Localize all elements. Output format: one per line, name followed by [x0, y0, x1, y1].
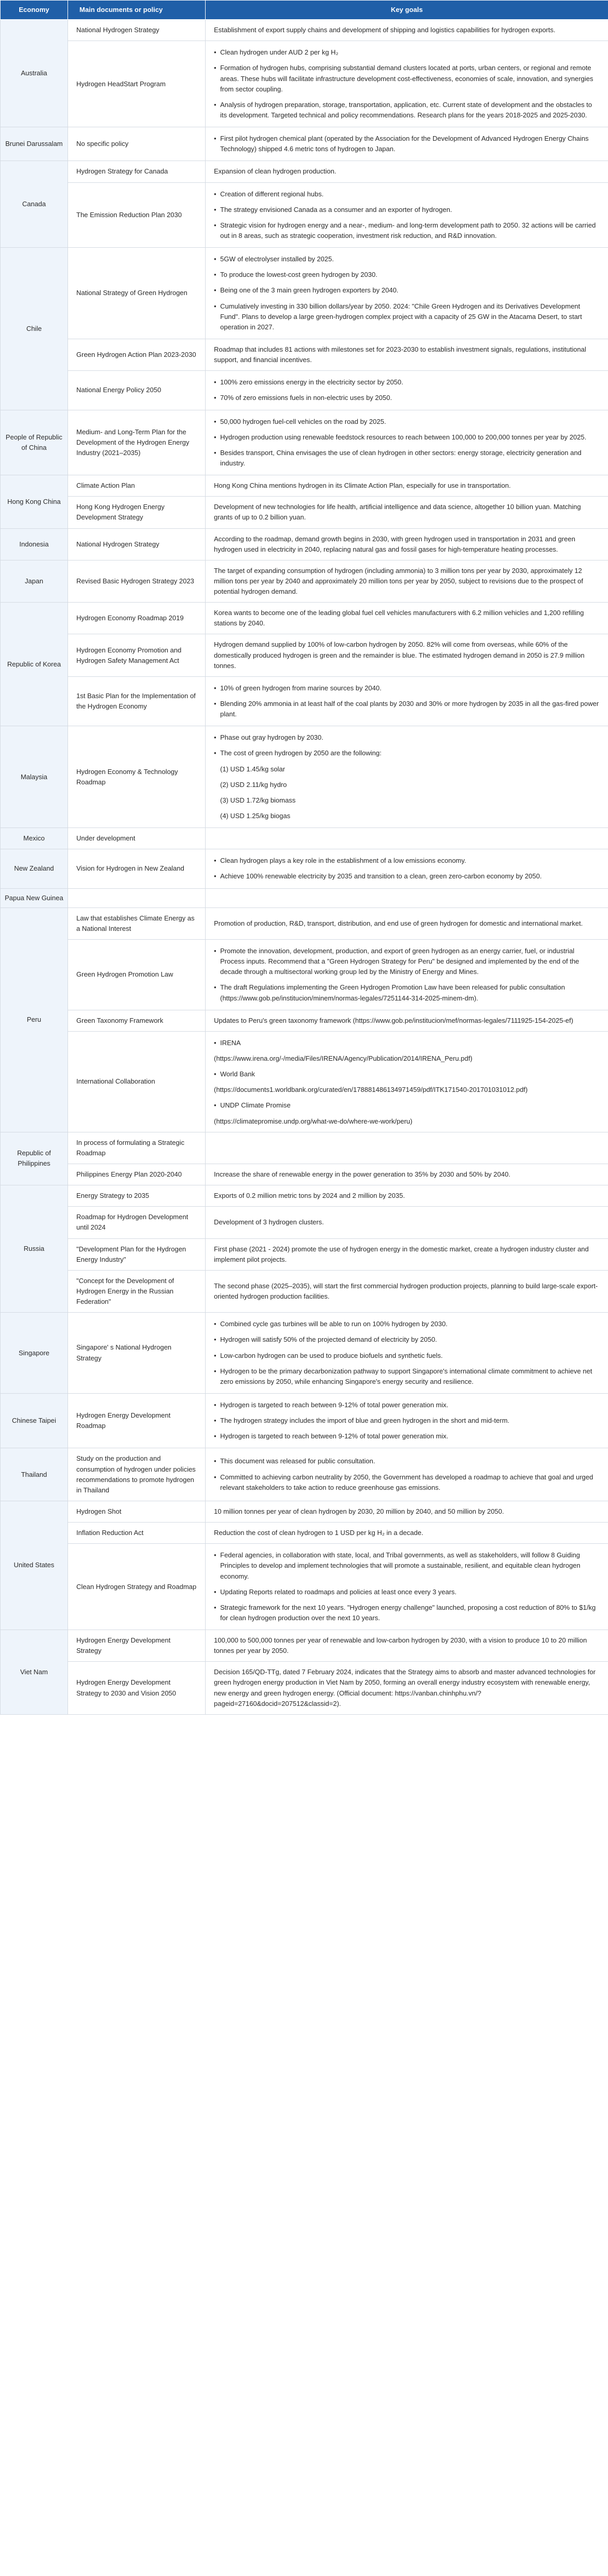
policy-document-cell: Singapore' s National Hydrogen Strategy	[68, 1313, 206, 1394]
key-goals-cell	[206, 1031, 608, 1132]
goal-text: Reduction the cost of clean hydrogen to 1 USD per kg H₂ in a decade.	[214, 1529, 424, 1537]
policy-document-cell: Philippines Energy Plan 2020-2040	[68, 1164, 206, 1185]
table-row	[1, 41, 608, 127]
goal-bullet: • Blending 20% ammonia in at least half of the coal plants by 2030 and 30% or more hydrogen by 2035 in all the gas-fired power plant.	[214, 699, 600, 719]
goal-bullet: • The draft Regulations implementing the Green Hydrogen Promotion Law have been released for public consultation (https://www.gob.pe/institucion/minem/normas-legales/7251144-314-2025-minem-dm).	[214, 982, 600, 1003]
goal-bullet: • Cumulatively investing in 330 billion dollars/year by 2050. 2024: "Chile Green Hydrogen and its Derivatives Development Fund". Plans to develop a large green-hydrogen complex project with a capacity of 25 GW in the Atacama Desert, to start operation in 2027.	[214, 301, 600, 332]
goal-bullet: • Hydrogen is targeted to reach between 9-12% of total power generation mix.	[214, 1400, 600, 1410]
goal-bullet: • Creation of different regional hubs.	[214, 189, 600, 199]
table-row	[1, 475, 608, 497]
goal-bullet: • Low-carbon hydrogen can be used to produce biofuels and synthetic fuels.	[214, 1351, 600, 1361]
goal-bullet: • World Bank	[214, 1069, 600, 1079]
economy-cell: Canada	[1, 161, 68, 248]
economy-cell: United States	[1, 1501, 68, 1630]
key-goals-cell	[206, 497, 608, 528]
goal-sub-item: (3) USD 1.72/kg biomass	[220, 796, 296, 804]
table-row	[1, 849, 608, 888]
key-goals-cell	[206, 676, 608, 726]
goal-bullet: • Clean hydrogen plays a key role in the establishment of a low emissions economy.	[214, 856, 600, 866]
goal-text: First phase (2021 - 2024) promote the use of hydrogen energy in the domestic market, create a hydrogen industry cluster and implement pilot projects.	[214, 1245, 589, 1263]
goal-bullet: • Combined cycle gas turbines will be able to run on 100% hydrogen by 2030.	[214, 1319, 600, 1329]
economy-cell: People of Republic of China	[1, 410, 68, 475]
table-row	[1, 20, 608, 41]
key-goals-cell	[206, 1207, 608, 1238]
goal-text: According to the roadmap, demand growth begins in 2030, with green hydrogen used in transportation in 2031 and green hydrogen used in electricity in 2040, replacing natural gas and fossil gases for high-temperature heating processes.	[214, 535, 575, 553]
goal-bullet: • The hydrogen strategy includes the import of blue and green hydrogen in the short and mid-term.	[214, 1416, 600, 1426]
table-row	[1, 371, 608, 410]
goal-bullet: • Strategic vision for hydrogen energy and a near-, medium- and long-term development path to 2050. 32 actions will be carried out in 8 areas, such as strategic cooperation, investment risk reduction, and R&D innovation.	[214, 220, 600, 241]
policy-document-cell: Roadmap for Hydrogen Development until 2024	[68, 1207, 206, 1238]
policy-document-cell: "Development Plan for the Hydrogen Energy Industry"	[68, 1238, 206, 1270]
goal-bullet: • This document was released for public consultation.	[214, 1456, 600, 1466]
goal-text: Hong Kong China mentions hydrogen in its Climate Action Plan, especially for use in transportation.	[214, 482, 511, 490]
policy-document-cell: No specific policy	[68, 127, 206, 161]
policy-document-cell: Hydrogen Shot	[68, 1501, 206, 1522]
economy-cell: Thailand	[1, 1448, 68, 1501]
table-row	[1, 497, 608, 528]
policy-document-cell: Green Taxonomy Framework	[68, 1010, 206, 1031]
policy-document-cell: Medium- and Long-Term Plan for the Development of the Hydrogen Energy Industry (2021–2035)	[68, 410, 206, 475]
policy-document-cell: Hydrogen Economy & Technology Roadmap	[68, 726, 206, 828]
goal-bullet: • Updating Reports related to roadmaps and policies at least once every 3 years.	[214, 1587, 600, 1597]
table-row	[1, 1132, 608, 1164]
goal-text: The second phase (2025–2035), will start the first commercial hydrogen production projects, planning to build large-scale export-oriented hydrogen production facilities.	[214, 1282, 598, 1301]
goal-bullet: • 70% of zero emissions fuels in non-electric uses by 2050.	[214, 393, 600, 403]
goal-text: 100,000 to 500,000 tonnes per year of renewable and low-carbon hydrogen by 2030, with a vision to produce 10 to 20 million tonnes per year by 2050.	[214, 1636, 587, 1655]
policy-document-cell: Green Hydrogen Promotion Law	[68, 940, 206, 1010]
key-goals-cell	[206, 1164, 608, 1185]
table-body	[1, 20, 608, 1715]
table-row	[1, 1270, 608, 1312]
table-row	[1, 1448, 608, 1501]
table-row	[1, 1501, 608, 1522]
goal-text: The target of expanding consumption of hydrogen (including ammonia) to 3 million tons per year by 2030, approximately 12 million tons per year by 2040 and approximately 20 million tons per year by 2050, subject to revisions due to the prospect of potential hydrogen demand.	[214, 566, 584, 596]
goal-bullet: • 5GW of electrolyser installed by 2025.	[214, 254, 600, 264]
goal-sub-item: (2) USD 2.11/kg hydro	[220, 780, 287, 789]
goal-text: Exports of 0.2 million metric tons by 2024 and 2 million by 2035.	[214, 1192, 405, 1200]
table-row	[1, 1031, 608, 1132]
policy-document-cell: Revised Basic Hydrogen Strategy 2023	[68, 560, 206, 602]
table-row	[1, 1164, 608, 1185]
policy-document-cell: Vision for Hydrogen in New Zealand	[68, 849, 206, 888]
goal-bullet: • Promote the innovation, development, production, and export of green hydrogen as an energy carrier, fuel, or industrial Process inputs. Recommend that a "Green Hydrogen Strategy for Peru" be designed and implemented by the end of the decade through a multisectoral working group led by the Ministry of Energy and Mines.	[214, 946, 600, 977]
key-goals-cell	[206, 41, 608, 127]
goal-text: Development of 3 hydrogen clusters.	[214, 1218, 324, 1226]
key-goals-cell	[206, 560, 608, 602]
goal-sub-item: (1) USD 1.45/kg solar	[220, 765, 285, 773]
goal-text: Development of new technologies for life health, artificial intelligence and data science, altogether 10 billion yuan. Matching grants of up to 0.2 billion yuan.	[214, 503, 581, 522]
goal-text: Decision 165/QD-TTg, dated 7 February 2024, indicates that the Strategy aims to absorb and master advanced technologies for green hydrogen energy production in Viet Nam by 2050, forming an overall energy industry ecosystem with renewable energy, new energy and green hydrogen energy. (Official document: https://vanban.chinhphu.vn/?pageid=27160&docid=207512&classid=2).	[214, 1668, 596, 1707]
goal-bullet: • The cost of green hydrogen by 2050 are the following:	[214, 748, 600, 758]
table-row	[1, 1313, 608, 1394]
policy-document-cell: Hydrogen Strategy for Canada	[68, 161, 206, 182]
key-goals-cell	[206, 410, 608, 475]
goal-bullet: • Hydrogen is targeted to reach between 9-12% of total power generation mix.	[214, 1431, 600, 1442]
policy-document-cell: "Concept for the Development of Hydrogen Energy in the Russian Federation"	[68, 1270, 206, 1312]
policy-document-cell	[68, 888, 206, 907]
policy-document-cell: Hong Kong Hydrogen Energy Development Strategy	[68, 497, 206, 528]
policy-document-cell: Hydrogen Economy Promotion and Hydrogen Safety Management Act	[68, 634, 206, 676]
key-goals-cell	[206, 726, 608, 828]
header-goals: Key goals	[206, 1, 608, 20]
key-goals-cell	[206, 1662, 608, 1715]
goal-bullet: • Achieve 100% renewable electricity by 2035 and transition to a clean, green zero-carbon economy by 2050.	[214, 871, 600, 882]
goal-text: Promotion of production, R&D, transport, distribution, and end use of green hydrogen for domestic and international market.	[214, 919, 583, 927]
key-goals-cell	[206, 1544, 608, 1630]
key-goals-cell	[206, 634, 608, 676]
key-goals-cell	[206, 248, 608, 339]
goal-bullet: • Hydrogen will satisfy 50% of the projected demand of electricity by 2050.	[214, 1334, 600, 1345]
goal-bullet: • 100% zero emissions energy in the electricity sector by 2050.	[214, 377, 600, 388]
key-goals-cell	[206, 371, 608, 410]
policy-document-cell: Under development	[68, 828, 206, 849]
economy-cell: Japan	[1, 560, 68, 602]
table-header-row	[1, 1, 608, 20]
policy-document-cell: National Hydrogen Strategy	[68, 528, 206, 560]
goal-text: Updates to Peru's green taxonomy framework (https://www.gob.pe/institucion/mef/normas-legales/7111925-154-2025-ef)	[214, 1016, 574, 1024]
economy-cell: Malaysia	[1, 726, 68, 828]
goal-text: 10 million tonnes per year of clean hydrogen by 2030, 20 million by 2040, and 50 million by 2050.	[214, 1507, 504, 1515]
goal-text: Roadmap that includes 81 actions with milestones set for 2023-2030 to establish investment signals, regulations, institutional support, and financial incentives.	[214, 345, 586, 364]
economy-cell: New Zealand	[1, 849, 68, 888]
key-goals-cell	[206, 1010, 608, 1031]
table-row	[1, 634, 608, 676]
key-goals-cell	[206, 1501, 608, 1522]
table-row	[1, 161, 608, 182]
policy-document-cell: Inflation Reduction Act	[68, 1523, 206, 1544]
key-goals-cell	[206, 603, 608, 634]
policy-document-cell: National Strategy of Green Hydrogen	[68, 248, 206, 339]
economy-cell: Papua New Guinea	[1, 888, 68, 907]
table-row	[1, 603, 608, 634]
table-row	[1, 726, 608, 828]
policy-document-cell: National Hydrogen Strategy	[68, 20, 206, 41]
table-row	[1, 1523, 608, 1544]
key-goals-cell	[206, 940, 608, 1010]
table-row	[1, 907, 608, 939]
policy-document-cell: Hydrogen Energy Development Strategy to 2030 and Vision 2050	[68, 1662, 206, 1715]
economy-cell: Peru	[1, 907, 68, 1132]
key-goals-cell	[206, 1393, 608, 1448]
goal-bullet: • UNDP Climate Promise	[214, 1100, 600, 1111]
goal-text: Korea wants to become one of the leading global fuel cell vehicles manufacturers with 6.2 million vehicles and 1,200 refilling stations by 2040.	[214, 609, 584, 628]
goal-bullet: • Being one of the 3 main green hydrogen exporters by 2040.	[214, 285, 600, 296]
economy-cell: Australia	[1, 20, 68, 127]
key-goals-cell	[206, 1523, 608, 1544]
key-goals-cell	[206, 1448, 608, 1501]
table-row	[1, 182, 608, 248]
table-row	[1, 1393, 608, 1448]
goal-text: (https://documents1.worldbank.org/curated/en/178881486134971459/pdf/ITK171540-201701031012.pdf)	[214, 1086, 528, 1094]
table-row	[1, 1544, 608, 1630]
goal-text: (https://www.irena.org/-/media/Files/IRENA/Agency/Publication/2014/IRENA_Peru.pdf)	[214, 1055, 472, 1062]
goal-bullet: • The strategy envisioned Canada as a consumer and an exporter of hydrogen.	[214, 205, 600, 215]
policy-document-cell: Hydrogen Energy Development Strategy	[68, 1630, 206, 1662]
economy-cell: Republic of Philippines	[1, 1132, 68, 1185]
key-goals-cell	[206, 1313, 608, 1394]
goal-bullet: • Formation of hydrogen hubs, comprising substantial demand clusters located at ports, urban centers, or regional and remote areas. These hubs will facilitate infrastructure development cost-effectiveness, economies of scale, innovation, and synergies from sector coupling.	[214, 63, 600, 94]
policy-document-cell: In process of formulating a Strategic Roadmap	[68, 1132, 206, 1164]
economy-cell: Indonesia	[1, 528, 68, 560]
policy-document-cell: Climate Action Plan	[68, 475, 206, 497]
goal-bullet: • Federal agencies, in collaboration with state, local, and Tribal governments, as well as stakeholders, will follow 8 Guiding Principles to develop and implement technologies that will promote a sustainable, resilient, and equitable clean hydrogen economy.	[214, 1550, 600, 1581]
economy-cell: Chile	[1, 248, 68, 410]
goal-bullet: • Besides transport, China envisages the use of clean hydrogen in other sectors: energy storage, electricity generation and industry.	[214, 448, 600, 469]
policy-document-cell: Green Hydrogen Action Plan 2023-2030	[68, 339, 206, 370]
economy-cell: Mexico	[1, 828, 68, 849]
policy-document-cell: National Energy Policy 2050	[68, 371, 206, 410]
table-row	[1, 888, 608, 907]
goal-bullet: • Committed to achieving carbon neutrality by 2050, the Government has developed a roadmap to achieve that goal and urged relevant stakeholders to take action to reduce greenhouse gas emissions.	[214, 1472, 600, 1493]
goal-text: Increase the share of renewable energy in the power generation to 35% by 2030 and 50% by 2040.	[214, 1170, 510, 1178]
goal-bullet: • Hydrogen to be the primary decarbonization pathway to support Singapore's international climate commitment to achieve net zero emissions by 2050, while enhancing Singapore's energy security and resilience.	[214, 1366, 600, 1387]
key-goals-cell	[206, 1185, 608, 1207]
key-goals-cell	[206, 828, 608, 849]
policy-document-cell: Law that establishes Climate Energy as a National Interest	[68, 907, 206, 939]
policy-document-cell: International Collaboration	[68, 1031, 206, 1132]
economy-cell: Chinese Taipei	[1, 1393, 68, 1448]
policy-document-cell: Hydrogen HeadStart Program	[68, 41, 206, 127]
table-row	[1, 1207, 608, 1238]
goal-bullet: • First pilot hydrogen chemical plant (operated by the Association for the Development of Advanced Hydrogen Energy Chains Technology) shipped 4.6 metric tons of hydrogen to Japan.	[214, 134, 600, 154]
table-row	[1, 339, 608, 370]
goal-text: Expansion of clean hydrogen production.	[214, 167, 336, 176]
policy-document-cell: Energy Strategy to 2035	[68, 1185, 206, 1207]
goal-bullet: • To produce the lowest-cost green hydrogen by 2030.	[214, 270, 600, 280]
table-row	[1, 1185, 608, 1207]
table-row	[1, 127, 608, 161]
table-row	[1, 1662, 608, 1715]
key-goals-cell	[206, 1270, 608, 1312]
key-goals-cell	[206, 475, 608, 497]
table-row	[1, 676, 608, 726]
goal-bullet: • Hydrogen production using renewable feedstock resources to reach between 100,000 to 200,000 tonnes per year by 2025.	[214, 432, 600, 443]
policy-document-cell: Hydrogen Economy Roadmap 2019	[68, 603, 206, 634]
key-goals-cell	[206, 528, 608, 560]
goal-bullet: • 10% of green hydrogen from marine sources by 2040.	[214, 683, 600, 693]
table-row	[1, 1010, 608, 1031]
policy-document-cell: The Emission Reduction Plan 2030	[68, 182, 206, 248]
goal-bullet: • Clean hydrogen under AUD 2 per kg H₂	[214, 47, 600, 58]
economy-cell: Viet Nam	[1, 1630, 68, 1715]
header-economy: Economy	[1, 1, 68, 20]
table-row	[1, 1630, 608, 1662]
key-goals-cell	[206, 1238, 608, 1270]
policy-document-cell: Clean Hydrogen Strategy and Roadmap	[68, 1544, 206, 1630]
policy-document-cell: 1st Basic Plan for the Implementation of the Hydrogen Economy	[68, 676, 206, 726]
key-goals-cell	[206, 339, 608, 370]
table-row	[1, 410, 608, 475]
goal-bullet: • Strategic framework for the next 10 years. "Hydrogen energy challenge" launched, proposing a cost reduction of 80% to $1/kg for clean hydrogen production over the next 10 years.	[214, 1603, 600, 1623]
key-goals-cell	[206, 127, 608, 161]
key-goals-cell	[206, 849, 608, 888]
policy-document-cell: Study on the production and consumption of hydrogen under policies recommendations to promote hydrogen in Thailand	[68, 1448, 206, 1501]
goal-text: Hydrogen demand supplied by 100% of low-carbon hydrogen by 2050. 82% will come from overseas, while 60% of the domestically produced hydrogen is green and the remainder is blue. The estimated hydrogen demand in 2050 is 27.9 million tonnes.	[214, 640, 585, 670]
table-row	[1, 560, 608, 602]
key-goals-cell	[206, 888, 608, 907]
table-row	[1, 528, 608, 560]
policy-document-cell: Hydrogen Energy Development Roadmap	[68, 1393, 206, 1448]
economy-cell: Hong Kong China	[1, 475, 68, 528]
goal-bullet: • IRENA	[214, 1038, 600, 1048]
key-goals-cell	[206, 20, 608, 41]
economy-cell: Brunei Darussalam	[1, 127, 68, 161]
key-goals-cell	[206, 1630, 608, 1662]
header-documents: Main documents or policy	[68, 1, 206, 20]
goal-text: (https://climatepromise.undp.org/what-we-do/where-we-work/peru)	[214, 1117, 413, 1125]
goal-bullet: • 50,000 hydrogen fuel-cell vehicles on the road by 2025.	[214, 417, 600, 427]
goal-bullet: • Analysis of hydrogen preparation, storage, transportation, application, etc. Current state of development and the obstacles to its development. Targeted technical and policy recommendations. Research plans for the years 2018-2025 and 2025-2030.	[214, 100, 600, 121]
economy-cell: Singapore	[1, 1313, 68, 1394]
table-row	[1, 828, 608, 849]
goal-text: Establishment of export supply chains and development of shipping and logistics capabilities for hydrogen exports.	[214, 26, 556, 34]
table-row	[1, 940, 608, 1010]
goal-bullet: • Phase out gray hydrogen by 2030.	[214, 732, 600, 743]
table-row	[1, 1238, 608, 1270]
key-goals-cell	[206, 182, 608, 248]
key-goals-cell	[206, 907, 608, 939]
economy-cell: Republic of Korea	[1, 603, 68, 726]
economy-cell: Russia	[1, 1185, 68, 1313]
goal-sub-item: (4) USD 1.25/kg biogas	[220, 812, 291, 820]
table-row	[1, 248, 608, 339]
key-goals-cell	[206, 161, 608, 182]
key-goals-cell	[206, 1132, 608, 1164]
